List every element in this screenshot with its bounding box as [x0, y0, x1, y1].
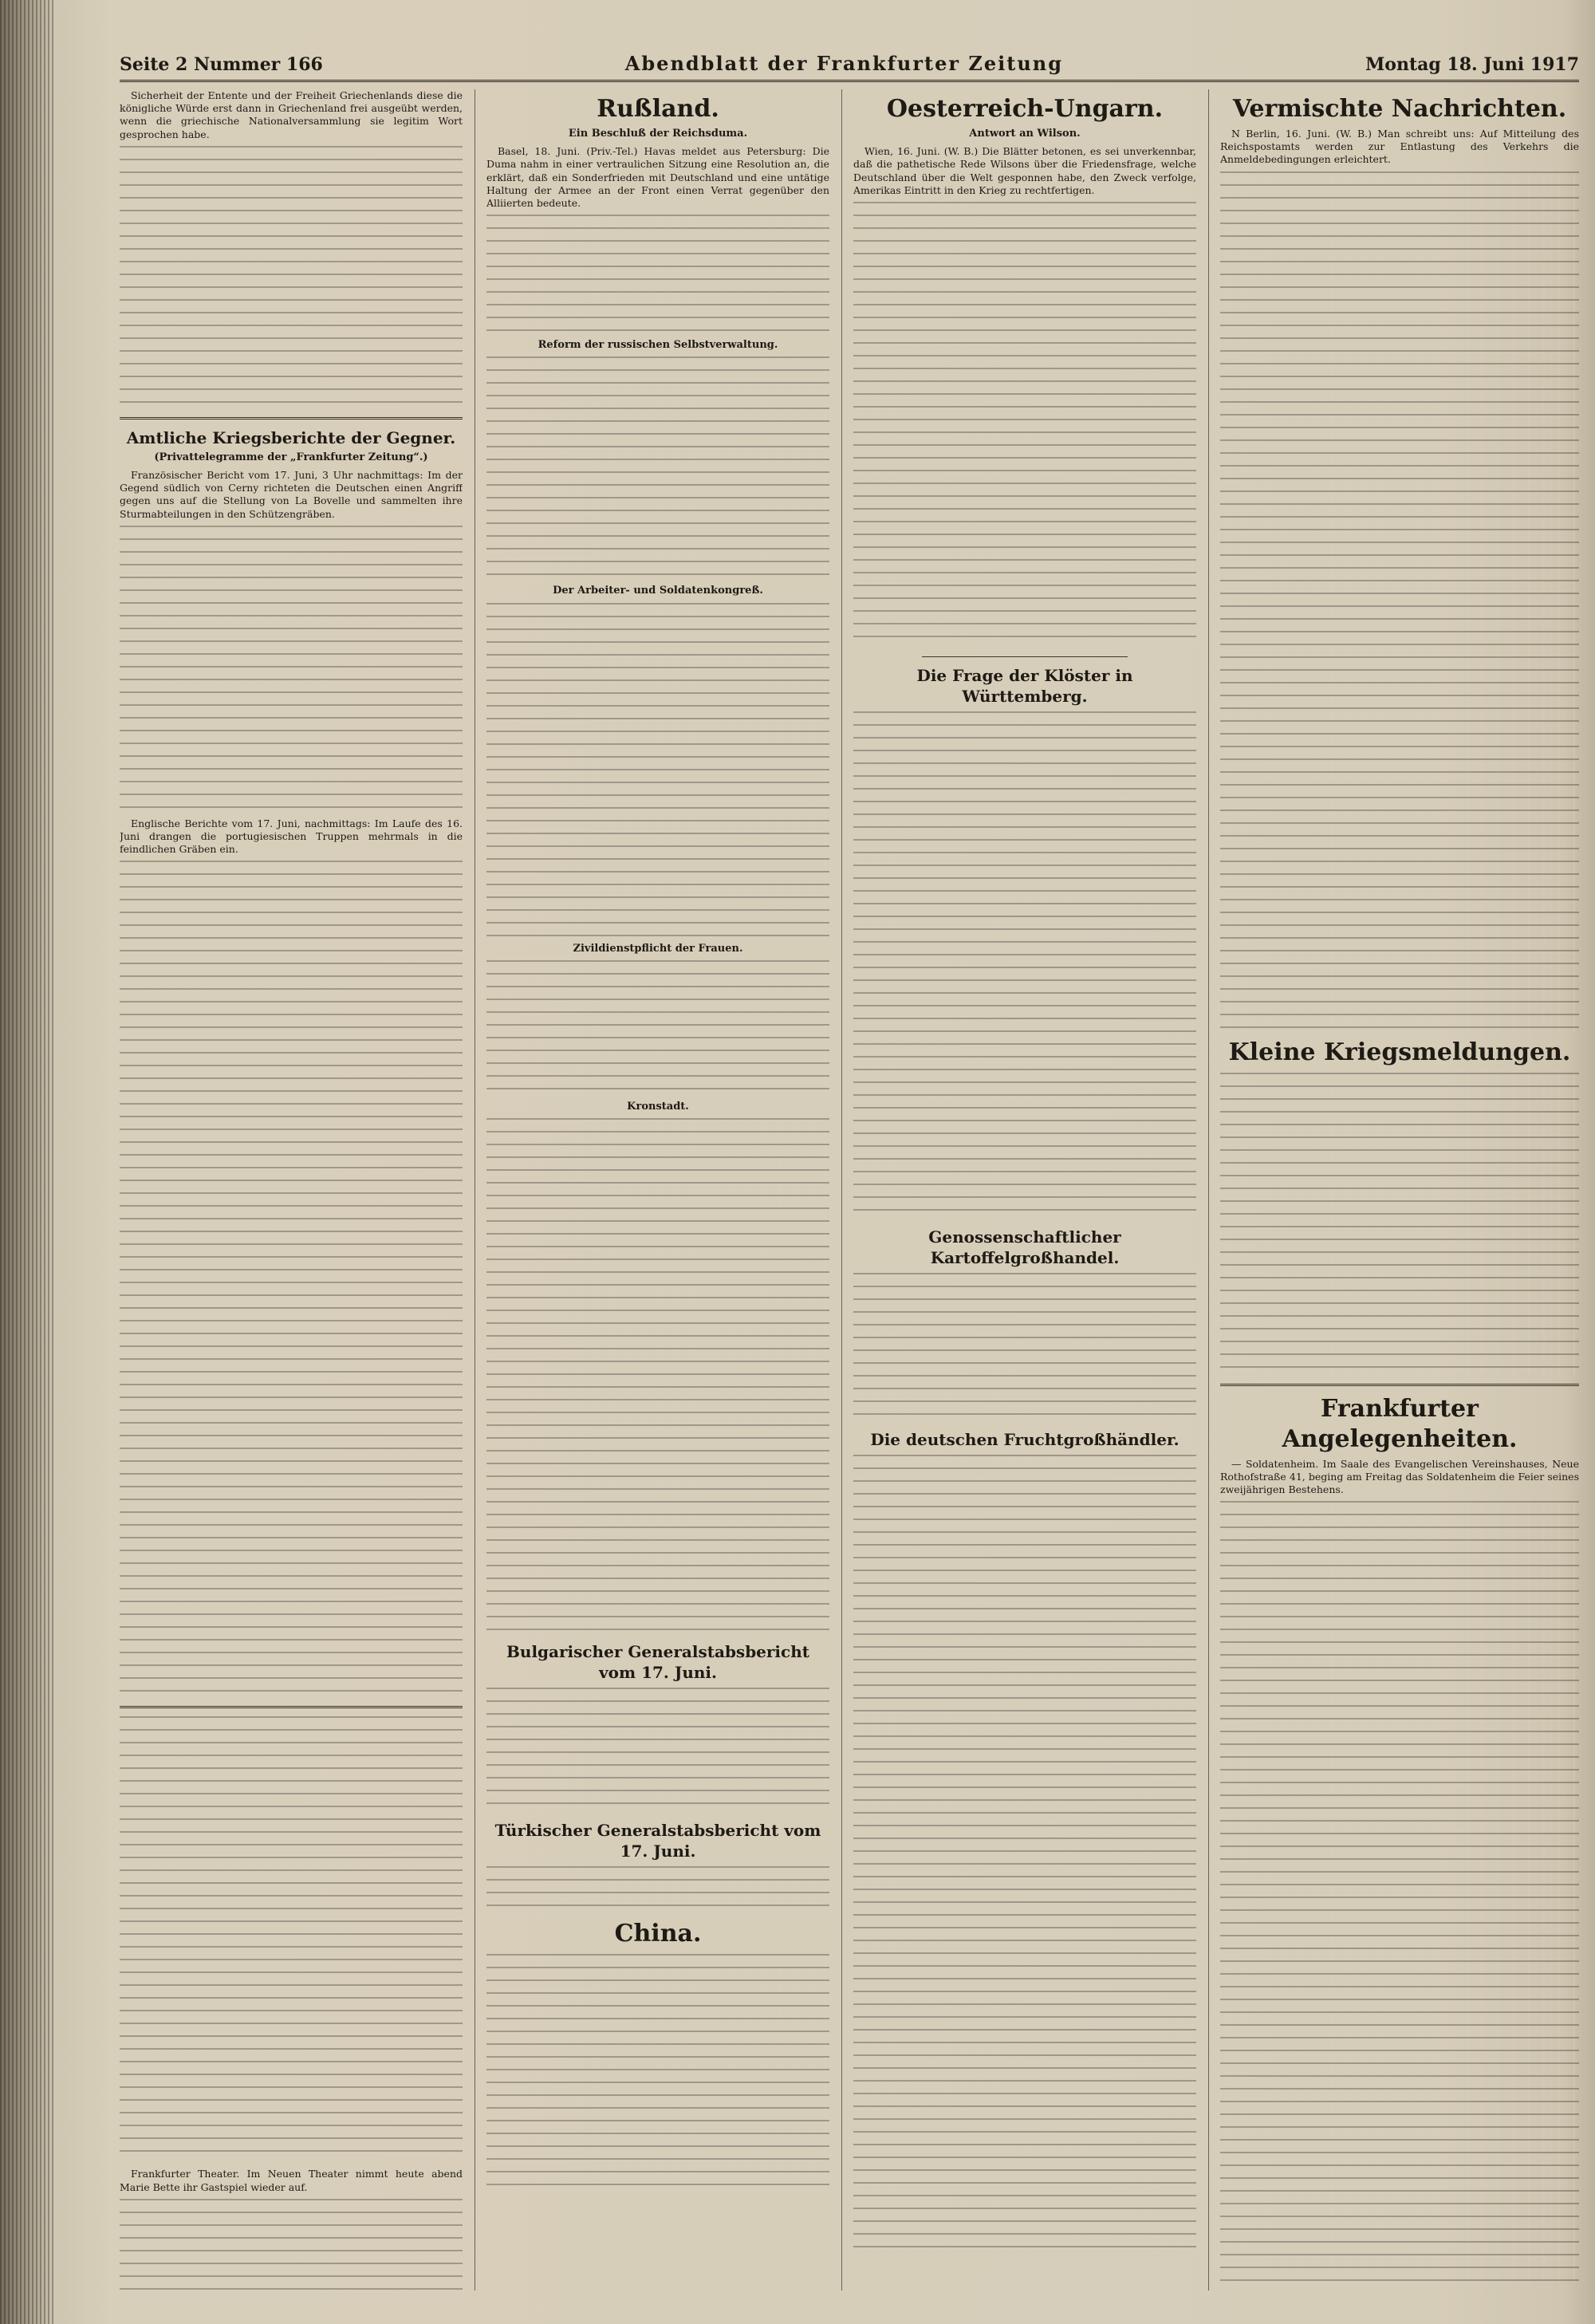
- newspaper-sheet: [120, 32, 1579, 2305]
- col1-text-block: [120, 146, 463, 409]
- section-divider: [1220, 1384, 1579, 1386]
- col3-heading: Oesterreich-Ungarn.: [886, 95, 1164, 123]
- col1-text-block: [120, 861, 463, 1698]
- col4-body-1: N Berlin, 16. Juni. (W. B.) Man schreibt uns: Auf Mitteilung des Reichspostamts werden zur Entlastung des Verkehrs die Anmeldebedingungen erleichtert.: [1220, 128, 1579, 166]
- col2-text-block: [486, 1954, 829, 2193]
- col2-text-block: [486, 603, 829, 938]
- col2-body-1: Basel, 18. Juni. (Priv.-Tel.) Havas meldet aus Petersburg: Die Duma nahm in einer vertraulichen Sitzung eine Resolution an, die erklärt, daß ein Sonderfrieden mit Deutschland und eine untätige Haltung der Armee an der Front einen Verrat gegenüber den Alliierten bedeute.: [486, 145, 829, 210]
- page-number: Seite 2 Nummer 166: [120, 54, 323, 75]
- col4-text-block: [1220, 1501, 1579, 2283]
- col3-body-1: Wien, 16. Juni. (W. B.) Die Blätter betonen, es sei unverkennbar, daß die pathetische Rede Wilsons über die Friedensfrage, welche Deutschland über die Welt gesponnen habe, den Zweck verfolge, Amerikas Eintritt in den Krieg zu rechtfertigen.: [853, 145, 1196, 196]
- column-4: [1220, 89, 1579, 2291]
- col3-heading-3: Genossenschaftlicher Kartoffelgroßhandel.: [928, 1227, 1121, 1268]
- col4-heading: Vermischte Nachrichten.: [1232, 95, 1567, 123]
- col2-heading: Rußland.: [597, 95, 719, 123]
- col1-body-2: Englische Berichte vom 17. Juni, nachmittags: Im Laufe des 16. Juni drangen die portugiesischen Truppen mehrmals in die feindlichen Gräben ein.: [120, 817, 463, 856]
- masthead: [120, 40, 1579, 82]
- col4-text-block: [1220, 1073, 1579, 1376]
- col1-subheading: (Privattelegramme der „Frankfurter Zeitung“.): [154, 451, 428, 463]
- col2-text-block: [486, 1118, 829, 1637]
- col2-text-block: [486, 356, 829, 580]
- col2-subheading: Ein Beschluß der Reichsduma.: [568, 128, 748, 140]
- col2-heading-5: Kronstadt.: [627, 1100, 689, 1113]
- col1-body-1: Französischer Bericht vom 17. Juni, 3 Uhr nachmittags: Im der Gegend südlich von Cerny richteten die Deutschen einen Angriff gegen uns auf die Stellung von La Bovelle und sammelten ihre Sturmabteilungen in den Schützengräben.: [120, 469, 463, 520]
- col3-text-block: [853, 1455, 1196, 2252]
- col3-text-block: [853, 1273, 1196, 1424]
- col1-heading: Amtliche Kriegsberichte der Gegner.: [126, 427, 456, 447]
- col1-intro: Sicherheit der Entente und der Freiheit Griechenlands diese die königliche Würde erst dann in Griechenland frei ausgeübt werden, wenn die griechische Nationalversammlung sie legitim Wort gesprochen habe.: [120, 89, 463, 140]
- col3-heading-4: Die deutschen Fruchtgroßhändler.: [870, 1430, 1180, 1450]
- col2-heading-8: China.: [614, 1920, 702, 1948]
- section-divider: [922, 656, 1128, 657]
- newspaper-title: Abendblatt der Frankfurter Zeitung: [624, 52, 1064, 75]
- col2-heading-3: Der Arbeiter- und Soldatenkongreß.: [553, 585, 763, 597]
- col1-text-block: [120, 1716, 463, 2163]
- col4-heading-2: Kleine Kriegsmeldungen.: [1228, 1038, 1571, 1066]
- section-divider: [120, 1706, 463, 1708]
- section-divider: [120, 417, 463, 420]
- col3-subheading: Antwort an Wilson.: [969, 128, 1081, 140]
- column-1: [120, 89, 463, 2291]
- col2-text-block: [486, 1688, 829, 1815]
- col2-heading-4: Zivildienstpflicht der Frauen.: [573, 942, 743, 955]
- col3-text-block: [853, 202, 1196, 648]
- column-rule: [1208, 89, 1209, 2291]
- book-binding: [0, 0, 56, 2324]
- col2-text-block: [486, 215, 829, 334]
- col3-text-block: [853, 711, 1196, 1222]
- col2-heading-7: Türkischer Generalstabsbericht vom 17. Juni.: [494, 1821, 821, 1861]
- col4-body-3: — Soldatenheim. Im Saale des Evangelischen Vereinshauses, Neue Rothofstraße 41, beging am Freitag das Soldatenheim die Feier seines zweijährigen Bestehens.: [1220, 1457, 1579, 1496]
- col1-bottom: Frankfurter Theater. Im Neuen Theater nimmt heute abend Marie Bette ihr Gastspiel wieder auf.: [120, 2168, 463, 2193]
- col2-text-block: [486, 1866, 829, 1914]
- col4-text-block: [1220, 171, 1579, 1033]
- column-rule: [841, 89, 842, 2291]
- column-3: [853, 89, 1196, 2291]
- col1-text-block: [120, 526, 463, 813]
- issue-date: Montag 18. Juni 1917: [1365, 54, 1579, 75]
- col2-heading-6: Bulgarischer Generalstabsbericht vom 17. Juni.: [506, 1642, 809, 1683]
- col3-heading-2: Die Frage der Klöster in Württemberg.: [916, 666, 1133, 707]
- col4-heading-3: Frankfurter Angelegenheiten.: [1282, 1394, 1518, 1453]
- col2-heading-2: Reform der russischen Selbstverwaltung.: [538, 339, 778, 352]
- col2-text-block: [486, 960, 829, 1096]
- col1-text-block: [120, 2199, 463, 2291]
- column-2: [486, 89, 829, 2291]
